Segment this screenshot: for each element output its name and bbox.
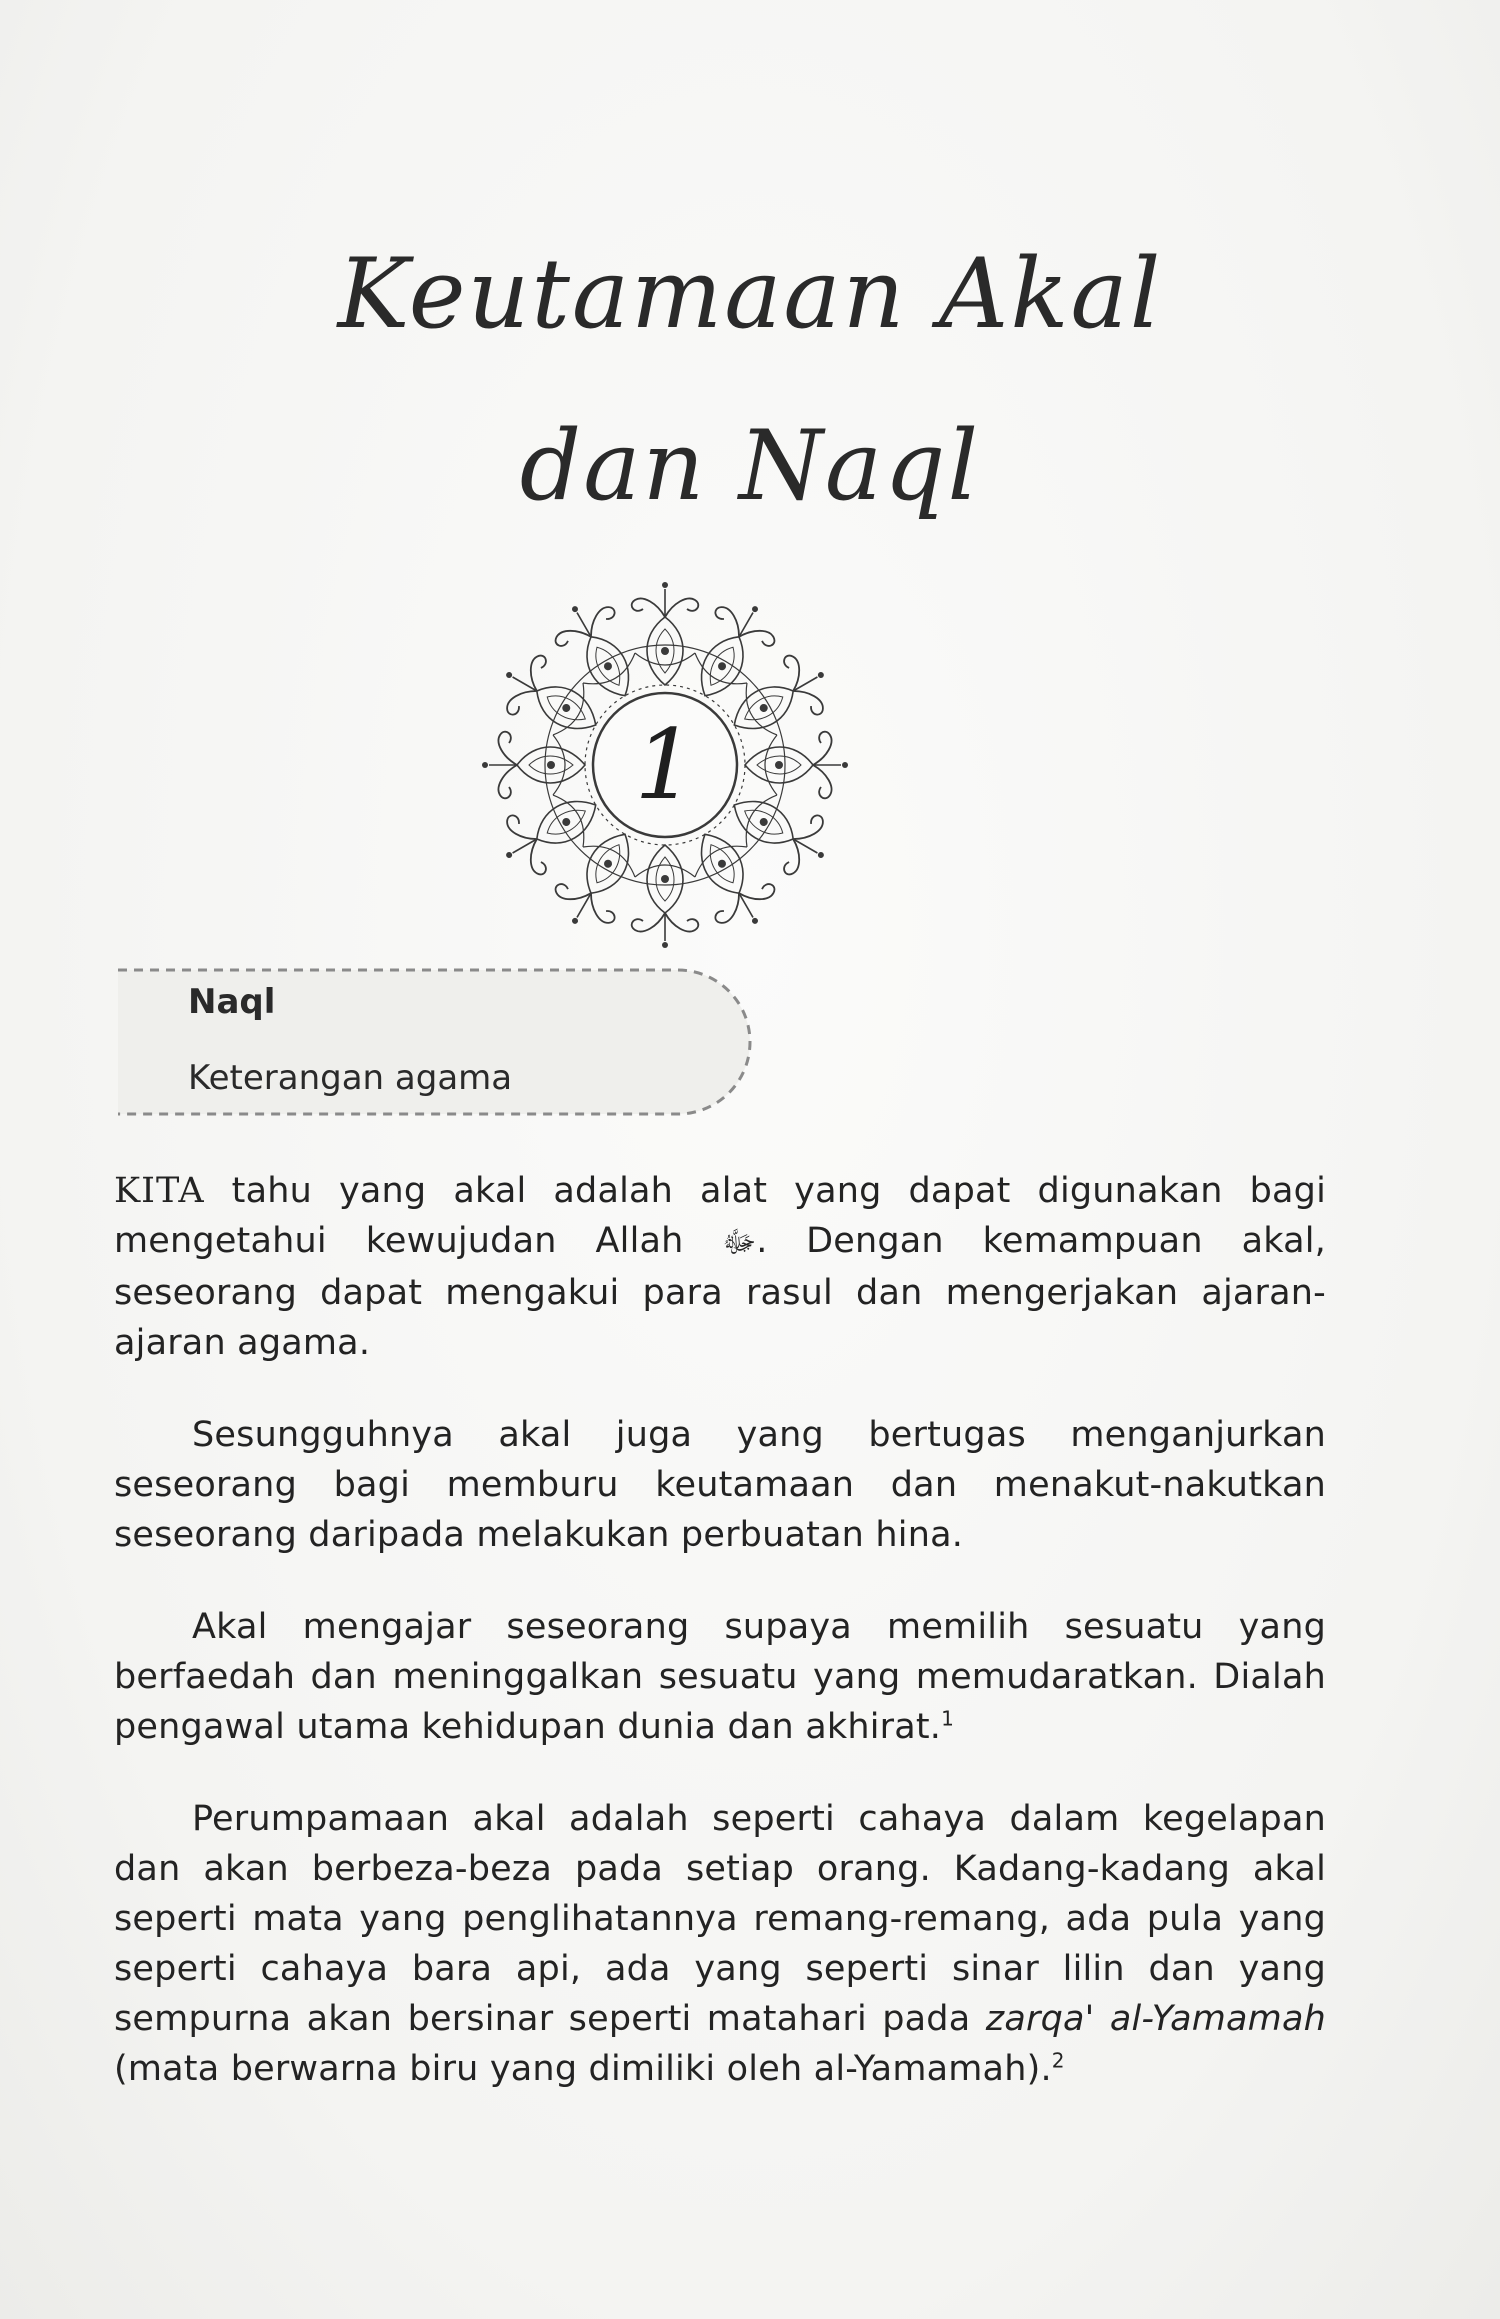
honorific-glyph: ﷻ [722, 1225, 757, 1260]
paragraph-4-italic: zarqa' al-Yamamah [985, 1999, 1326, 2039]
footnote-marker-2[interactable]: 2 [1051, 2048, 1065, 2073]
paragraph-3-text: Akal mengajar seseorang supaya memilih sesuatu yang berfaedah dan meninggalkan sesuatu yang memudaratkan. Dialah pengawal utama kehidupan dunia dan akhirat. [114, 1607, 1326, 1747]
paragraph-1-text-a: tahu yang akal adalah alat yang dapat digunakan bagi mengetahui kewujudan Allah [114, 1171, 1326, 1261]
chapter-number: 1 [634, 709, 696, 821]
paragraph-4-text-a: Perumpamaan akal adalah seperti cahaya dalam kegelapan dan akan berbeza-beza pada setiap orang. Kadang-kadang akal seperti mata yang penglihatannya remang-remang, ada pula yang seperti cahaya bara api, ada yang seperti sinar lilin dan yang sempurna akan bersinar seperti matahari pada [114, 1799, 1326, 2039]
body-text [114, 1166, 1326, 2136]
paragraph-1 [114, 1166, 1326, 1368]
chapter-medallion [475, 575, 855, 955]
glossary-definition: Keterangan agama [188, 1058, 513, 1098]
paragraph-1-lead: KITA [114, 1171, 205, 1211]
chapter-title-line-2: dan Naql [519, 410, 981, 522]
paragraph-4-text-b: (mata berwarna biru yang dimiliki oleh al-Yamamah). [114, 2049, 1052, 2089]
paragraph-1-text-b: . Dengan kemampuan akal, seseorang dapat mengakui para rasul dan mengerjakan ajaran-ajaran agama. [114, 1221, 1326, 1363]
glossary-box [118, 962, 758, 1122]
paragraph-4 [114, 1794, 1326, 2094]
chapter-title-line-1: Keutamaan Akal [337, 238, 1163, 350]
paragraph-2: Sesungguhnya akal juga yang bertugas menganjurkan seseorang bagi memburu keutamaan dan menakut-nakutkan seseorang daripada melakukan perbuatan hina. [114, 1415, 1326, 1555]
glossary-term: Naql [188, 982, 276, 1022]
paragraph-3 [114, 1602, 1326, 1752]
footnote-marker-1[interactable]: 1 [941, 1706, 955, 1731]
